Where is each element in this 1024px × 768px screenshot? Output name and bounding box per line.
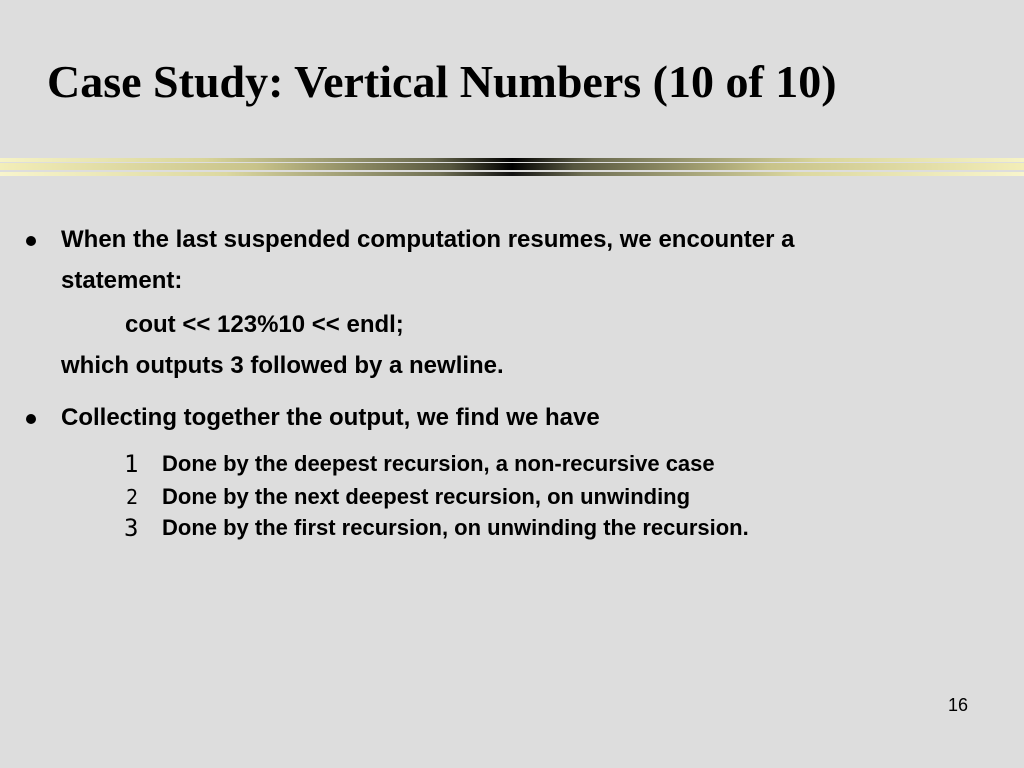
output-description-3: Done by the first recursion, on unwinding the recursion. [162,515,749,540]
output-description-1: Done by the deepest recursion, a non-recursive case [162,451,715,476]
output-number-1: 1 [124,450,139,478]
bullet-2-line-1: Collecting together the output, we find we have [61,404,600,431]
slide-title: Case Study: Vertical Numbers (10 of 10) [47,56,837,107]
output-number-3: 3 [124,514,139,542]
code-statement: cout << 123%10 << endl; [125,311,404,338]
output-description-2: Done by the next deepest recursion, on unwinding [162,484,691,509]
bullet-dot-icon [26,236,36,246]
bullet-1-line-1: When the last suspended computation resumes, we encounter a [61,226,795,253]
bullet-dot-icon [26,414,36,424]
bullet-1-line-3: which outputs 3 followed by a newline. [61,352,504,379]
bullet-1-line-2: statement: [61,267,183,294]
output-number-2: 2 [126,485,139,509]
page-number: 16 [948,695,969,715]
